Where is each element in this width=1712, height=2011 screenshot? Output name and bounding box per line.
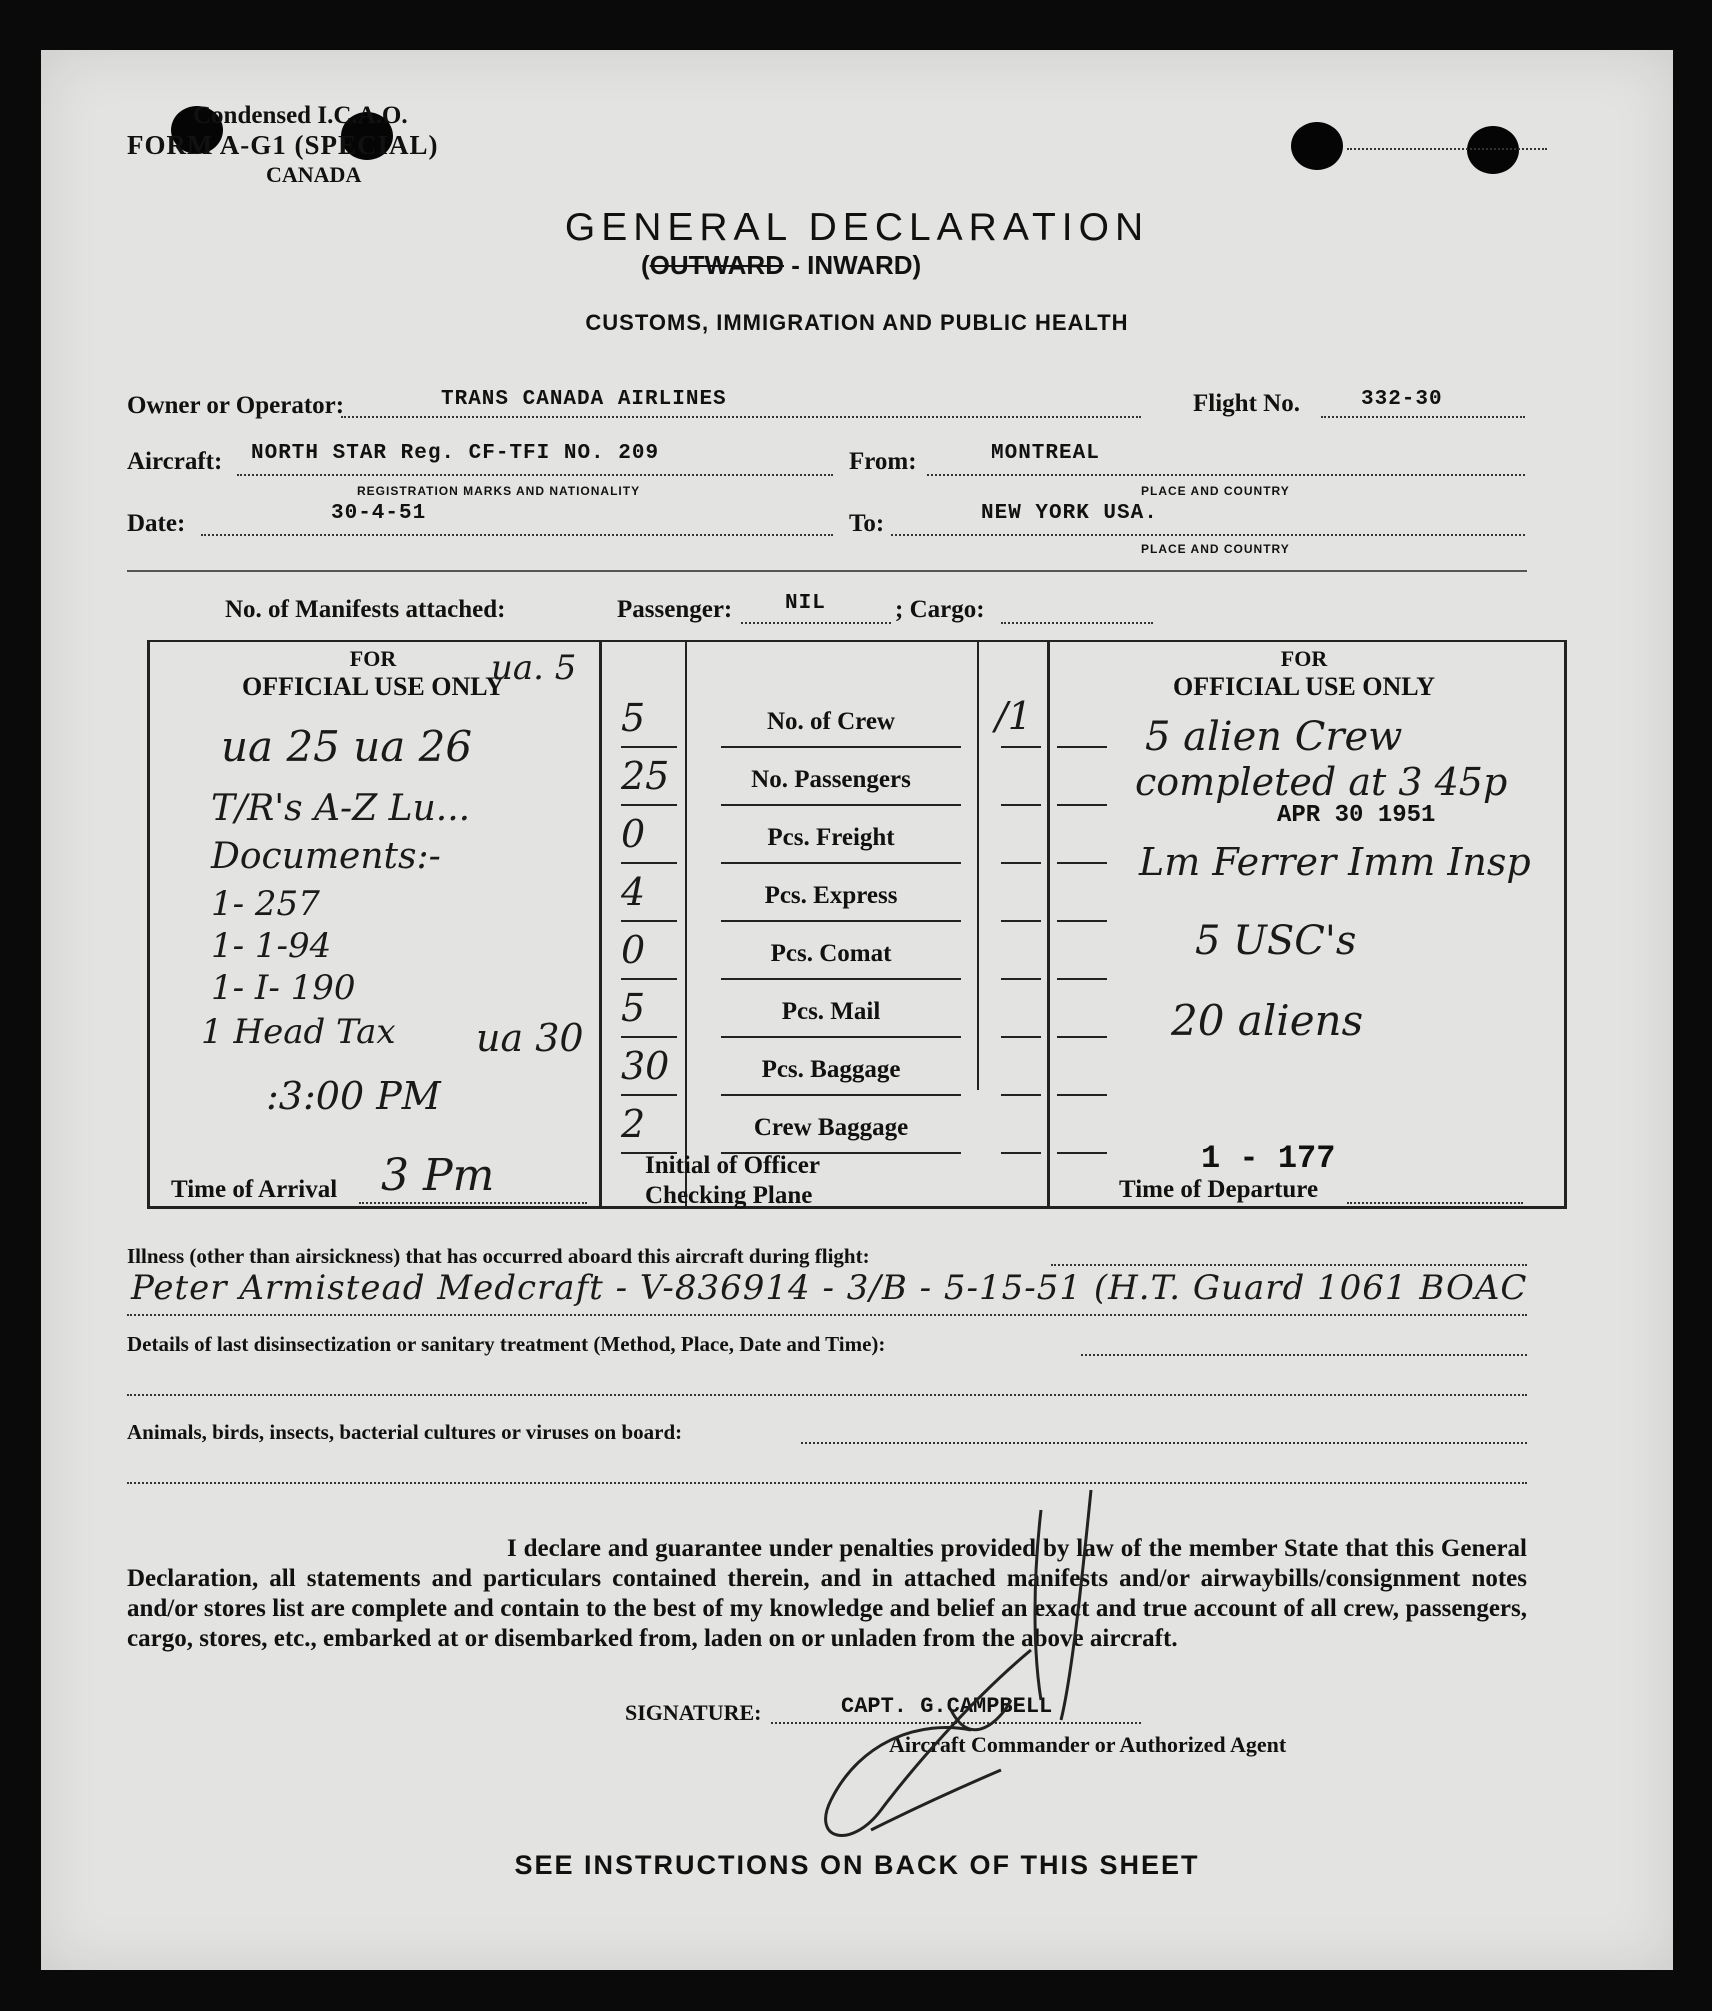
row-rule: [1001, 804, 1041, 806]
left-note: T/R's A-Z Lu...: [211, 788, 471, 829]
dotted-rule: [1347, 148, 1547, 150]
footer-instructions: SEE INSTRUCTIONS ON BACK OF THIS SHEET: [514, 1850, 1200, 1880]
row-rule: [1001, 1094, 1041, 1096]
subtitle-inward: - INWARD): [791, 250, 922, 280]
flight-rule: [1321, 416, 1525, 418]
row-count: 5: [621, 696, 646, 740]
initial-label-1: Initial of Officer: [645, 1152, 820, 1179]
from-value: MONTREAL: [991, 442, 1100, 465]
row-count: 5: [621, 986, 646, 1030]
row-rule: [1057, 746, 1107, 748]
aircraft-rule: [237, 474, 833, 476]
left-note: 1- 257: [211, 884, 320, 924]
row-rule: [1001, 920, 1041, 922]
row-rule: [621, 804, 677, 806]
authorities-line: CUSTOMS, IMMIGRATION AND PUBLIC HEALTH: [585, 310, 1129, 335]
flight-label: Flight No.: [1193, 390, 1300, 417]
from-label: From:: [849, 448, 917, 475]
date-label: Date:: [127, 510, 186, 537]
arrival-rule: [359, 1202, 587, 1204]
row-label: Pcs. Express: [764, 882, 898, 909]
left-note: 1 Head Tax: [201, 1012, 396, 1052]
cargo-label: ; Cargo:: [895, 596, 985, 623]
owner-rule: [341, 416, 1141, 418]
row-count: 4: [621, 870, 646, 914]
row-count: 0: [621, 928, 646, 972]
row-label: Pcs. Mail: [781, 998, 881, 1025]
right-note: 5 USC's: [1195, 918, 1357, 964]
page-title: GENERAL DECLARATION: [564, 206, 1150, 249]
row-rule: [721, 804, 961, 806]
row-rule: [1057, 978, 1107, 980]
flight-value: 332-30: [1361, 388, 1443, 411]
punch-hole: [1291, 122, 1343, 170]
from-rule: [927, 474, 1525, 476]
right-note: 5 alien Crew: [1145, 714, 1403, 760]
left-note: ua. 5: [491, 648, 577, 688]
table-divider: [977, 640, 979, 1090]
date-rule: [201, 534, 833, 536]
row-rule: [721, 1036, 961, 1038]
left-official-label: OFFICIAL USE ONLY: [242, 672, 504, 701]
to-rule: [891, 534, 1525, 536]
row-label: Pcs. Comat: [770, 940, 892, 967]
row-rule: [1057, 1152, 1107, 1154]
document-page: [41, 50, 1673, 1970]
row-count: 0: [621, 812, 646, 856]
disinsect-label: Details of last disinsectization or sanitary treatment (Method, Place, Date and Time):: [127, 1332, 886, 1356]
animals-rule: [801, 1442, 1527, 1444]
arrival-label: Time of Arrival: [171, 1176, 338, 1203]
departure-label: Time of Departure: [1119, 1176, 1319, 1203]
stamp-number: 1 - 177: [1201, 1140, 1336, 1177]
row-label: Pcs. Baggage: [761, 1056, 901, 1083]
aircraft-label: Aircraft:: [127, 448, 223, 475]
left-note: 1- I- 190: [211, 968, 356, 1008]
row-rule: [1057, 1094, 1107, 1096]
illness-rule: [1051, 1264, 1527, 1266]
owner-value: TRANS CANADA AIRLINES: [441, 388, 727, 411]
right-note: 20 aliens: [1171, 996, 1364, 1045]
signature-typed: CAPT. G.CAMPBELL: [841, 1694, 1053, 1719]
disinsect-rule: [127, 1394, 1527, 1396]
departure-rule: [1347, 1202, 1523, 1204]
row-rule: [1001, 1152, 1041, 1154]
form-header-line2: FORM A-G1 (SPECIAL): [127, 130, 439, 160]
left-note: :3:00 PM: [266, 1074, 441, 1118]
left-note: Documents:-: [211, 836, 441, 877]
row-rule: [1057, 804, 1107, 806]
initial-label-2: Checking Plane: [645, 1182, 813, 1209]
row-rule: [621, 1094, 677, 1096]
left-note: 1- 1-94: [211, 926, 332, 966]
table-divider: [599, 640, 602, 1206]
row-rule: [621, 978, 677, 980]
right-note: Lm Ferrer Imm Insp: [1139, 840, 1531, 884]
aircraft-value: NORTH STAR Reg. CF-TFI NO. 209: [251, 442, 660, 465]
disinsect-rule: [1081, 1354, 1527, 1356]
row-label: No. Passengers: [751, 766, 911, 793]
illness-rule: [127, 1314, 1527, 1316]
punch-hole: [1467, 126, 1519, 174]
row-check: /1: [995, 694, 1032, 738]
row-rule: [1001, 862, 1041, 864]
right-for-label: FOR: [1280, 646, 1328, 671]
from-caption: PLACE AND COUNTRY: [1141, 484, 1290, 498]
row-rule: [1057, 920, 1107, 922]
left-note: ua 30: [476, 1016, 584, 1060]
row-rule: [1001, 1036, 1041, 1038]
to-label: To:: [849, 510, 885, 537]
signature-stroke: [826, 1490, 1091, 1835]
table-top-rule: [147, 640, 1564, 642]
arrival-value: 3 Pm: [381, 1150, 495, 1201]
separator-rule: [127, 570, 1527, 572]
passenger-label: Passenger:: [617, 596, 733, 623]
date-stamp: APR 30 1951: [1277, 802, 1436, 829]
row-label: Crew Baggage: [753, 1114, 909, 1141]
left-note: ua 25 ua 26: [221, 722, 473, 771]
row-count: 2: [621, 1102, 646, 1146]
row-rule: [1057, 1036, 1107, 1038]
row-rule: [721, 862, 961, 864]
passenger-rule: [741, 622, 891, 624]
to-value: NEW YORK USA.: [981, 502, 1158, 525]
to-caption: PLACE AND COUNTRY: [1141, 542, 1290, 556]
table-divider: [685, 640, 687, 1206]
signature-label: SIGNATURE:: [625, 1700, 762, 1725]
row-rule: [1001, 978, 1041, 980]
row-rule: [1001, 746, 1041, 748]
right-note: completed at 3 45p: [1135, 760, 1508, 804]
left-for-label: FOR: [349, 646, 397, 671]
row-rule: [721, 978, 961, 980]
declaration-paragraph: I declare and guarantee under penalties provided by law of the member State that this General Declaration, all statements and particulars contained therein, and in attached manifests and/or airwaybills/consignment notes and/or stores list are complete and contain to the best of my knowledge and belief an exact and true account of all crew, passengers, cargo, stores, etc., embarked at or disembarked from, laden on or unladen from the above aircraft.: [127, 1535, 1527, 1652]
signature-caption: Aircraft Commander or Authorized Agent: [889, 1732, 1287, 1757]
illness-label: Illness (other than airsickness) that has occurred aboard this aircraft during flight:: [127, 1244, 870, 1268]
date-value: 30-4-51: [331, 502, 427, 525]
row-count: 30: [621, 1044, 670, 1088]
owner-label: Owner or Operator:: [127, 392, 345, 419]
row-rule: [721, 1094, 961, 1096]
aircraft-caption: REGISTRATION MARKS AND NATIONALITY: [357, 484, 641, 498]
row-rule: [621, 920, 677, 922]
row-rule: [1057, 862, 1107, 864]
animals-label: Animals, birds, insects, bacterial cultures or viruses on board:: [127, 1420, 683, 1444]
form-header-country: CANADA: [266, 162, 362, 187]
row-rule: [621, 862, 677, 864]
row-rule: [621, 1036, 677, 1038]
table-divider: [1047, 640, 1050, 1206]
form-header-line1: Condensed I.C.A.O.: [193, 102, 408, 129]
row-count: 25: [621, 754, 670, 798]
illness-value: Peter Armistead Medcraft - V-836914 - 3/B - 5-15-51 (H.T. Guard 1061 BOAC: [131, 1268, 1528, 1308]
manifests-label: No. of Manifests attached:: [225, 596, 506, 623]
subtitle-struck: OUTWARD: [649, 250, 784, 280]
row-rule: [721, 746, 961, 748]
cargo-rule: [1001, 622, 1153, 624]
row-rule: [721, 920, 961, 922]
row-label: Pcs. Freight: [767, 824, 895, 851]
row-rule: [621, 746, 677, 748]
handwritten-signature: [771, 1470, 1131, 1850]
right-official-label: OFFICIAL USE ONLY: [1173, 672, 1435, 701]
subtitle: (OUTWARD - INWARD): [641, 250, 922, 280]
row-label: No. of Crew: [767, 708, 895, 735]
passenger-value: NIL: [785, 592, 826, 615]
